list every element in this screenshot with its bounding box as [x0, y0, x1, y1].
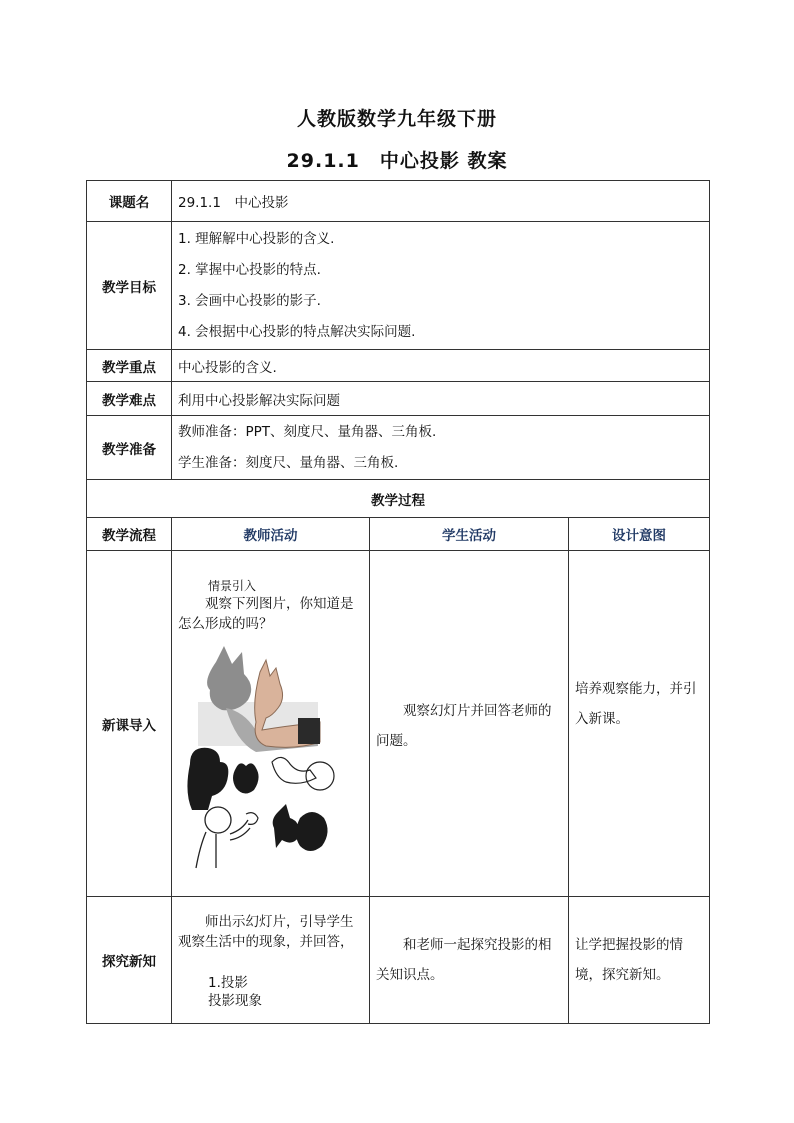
explore-label: 探究新知 — [87, 897, 172, 1024]
header-flow: 教学流程 — [87, 518, 172, 551]
header-student: 学生活动 — [370, 518, 569, 551]
explore-teacher-text: 师出示幻灯片，引导学生观察生活中的现象，并回答， — [178, 914, 354, 950]
difficulty-value: 利用中心投影解决实际问题 — [172, 382, 710, 416]
goal-item: 1. 理解解中心投影的含义. — [178, 230, 335, 247]
difficulty-row — [87, 382, 710, 416]
prep-label: 教学准备 — [87, 416, 172, 480]
explore-row — [87, 897, 710, 1024]
prep-lines — [172, 416, 710, 480]
hand-shadow-picture — [186, 642, 336, 872]
process-title-row — [87, 480, 710, 518]
header-intent: 设计意图 — [569, 518, 710, 551]
process-header-row — [87, 518, 710, 551]
intro-teacher-text: 观察下列图片，你知道是怎么形成的吗？ — [178, 596, 354, 632]
key-row — [87, 350, 710, 382]
topic-label: 课题名 — [87, 181, 172, 222]
process-title: 教学过程 — [87, 480, 710, 518]
goal-item: 3. 会画中心投影的影子. — [178, 292, 321, 309]
goals-row — [87, 222, 710, 350]
explore-student-text: 和老师一起探究投影的相关知识点。 — [376, 937, 552, 983]
explore-sub-2: 投影现象 — [208, 993, 262, 1009]
explore-sub-1: 1.投影 — [208, 975, 248, 991]
intro-intent-cell — [569, 551, 710, 897]
goal-item: 2. 掌握中心投影的特点. — [178, 261, 321, 278]
intro-row — [87, 551, 710, 897]
document-subtitle: 29.1.1 中心投影 教案 — [286, 150, 508, 172]
prep-row — [87, 416, 710, 480]
explore-student-cell — [370, 897, 569, 1024]
intro-heading: 情景引入 — [208, 579, 257, 593]
goals-list — [172, 222, 710, 350]
key-value: 中心投影的含义. — [172, 350, 710, 382]
difficulty-label: 教学难点 — [87, 382, 172, 416]
intro-label: 新课导入 — [87, 551, 172, 897]
topic-value: 29.1.1 中心投影 — [172, 181, 710, 222]
prep-line: 学生准备：刻度尺、量角器、三角板. — [178, 454, 399, 471]
topic-row — [87, 181, 710, 222]
header-teacher: 教师活动 — [172, 518, 370, 551]
goals-label: 教学目标 — [87, 222, 172, 350]
intro-intent-text: 培养观察能力，并引入新课。 — [575, 680, 697, 727]
prep-line: 教师准备：PPT、刻度尺、量角器、三角板. — [178, 423, 437, 440]
intro-student-text: 观察幻灯片并回答老师的问题。 — [376, 703, 552, 749]
document-title: 人教版数学九年级下册 — [296, 108, 497, 130]
intro-teacher-cell — [172, 551, 370, 897]
explore-intent-text: 让学把握投影的情境，探究新知。 — [575, 937, 683, 983]
explore-intent-cell — [569, 897, 710, 1024]
goal-item: 4. 会根据中心投影的特点解决实际问题. — [178, 323, 416, 340]
intro-student-cell — [370, 551, 569, 897]
explore-teacher-cell — [172, 897, 370, 1024]
lesson-plan-table — [86, 180, 710, 1024]
key-label: 教学重点 — [87, 350, 172, 382]
